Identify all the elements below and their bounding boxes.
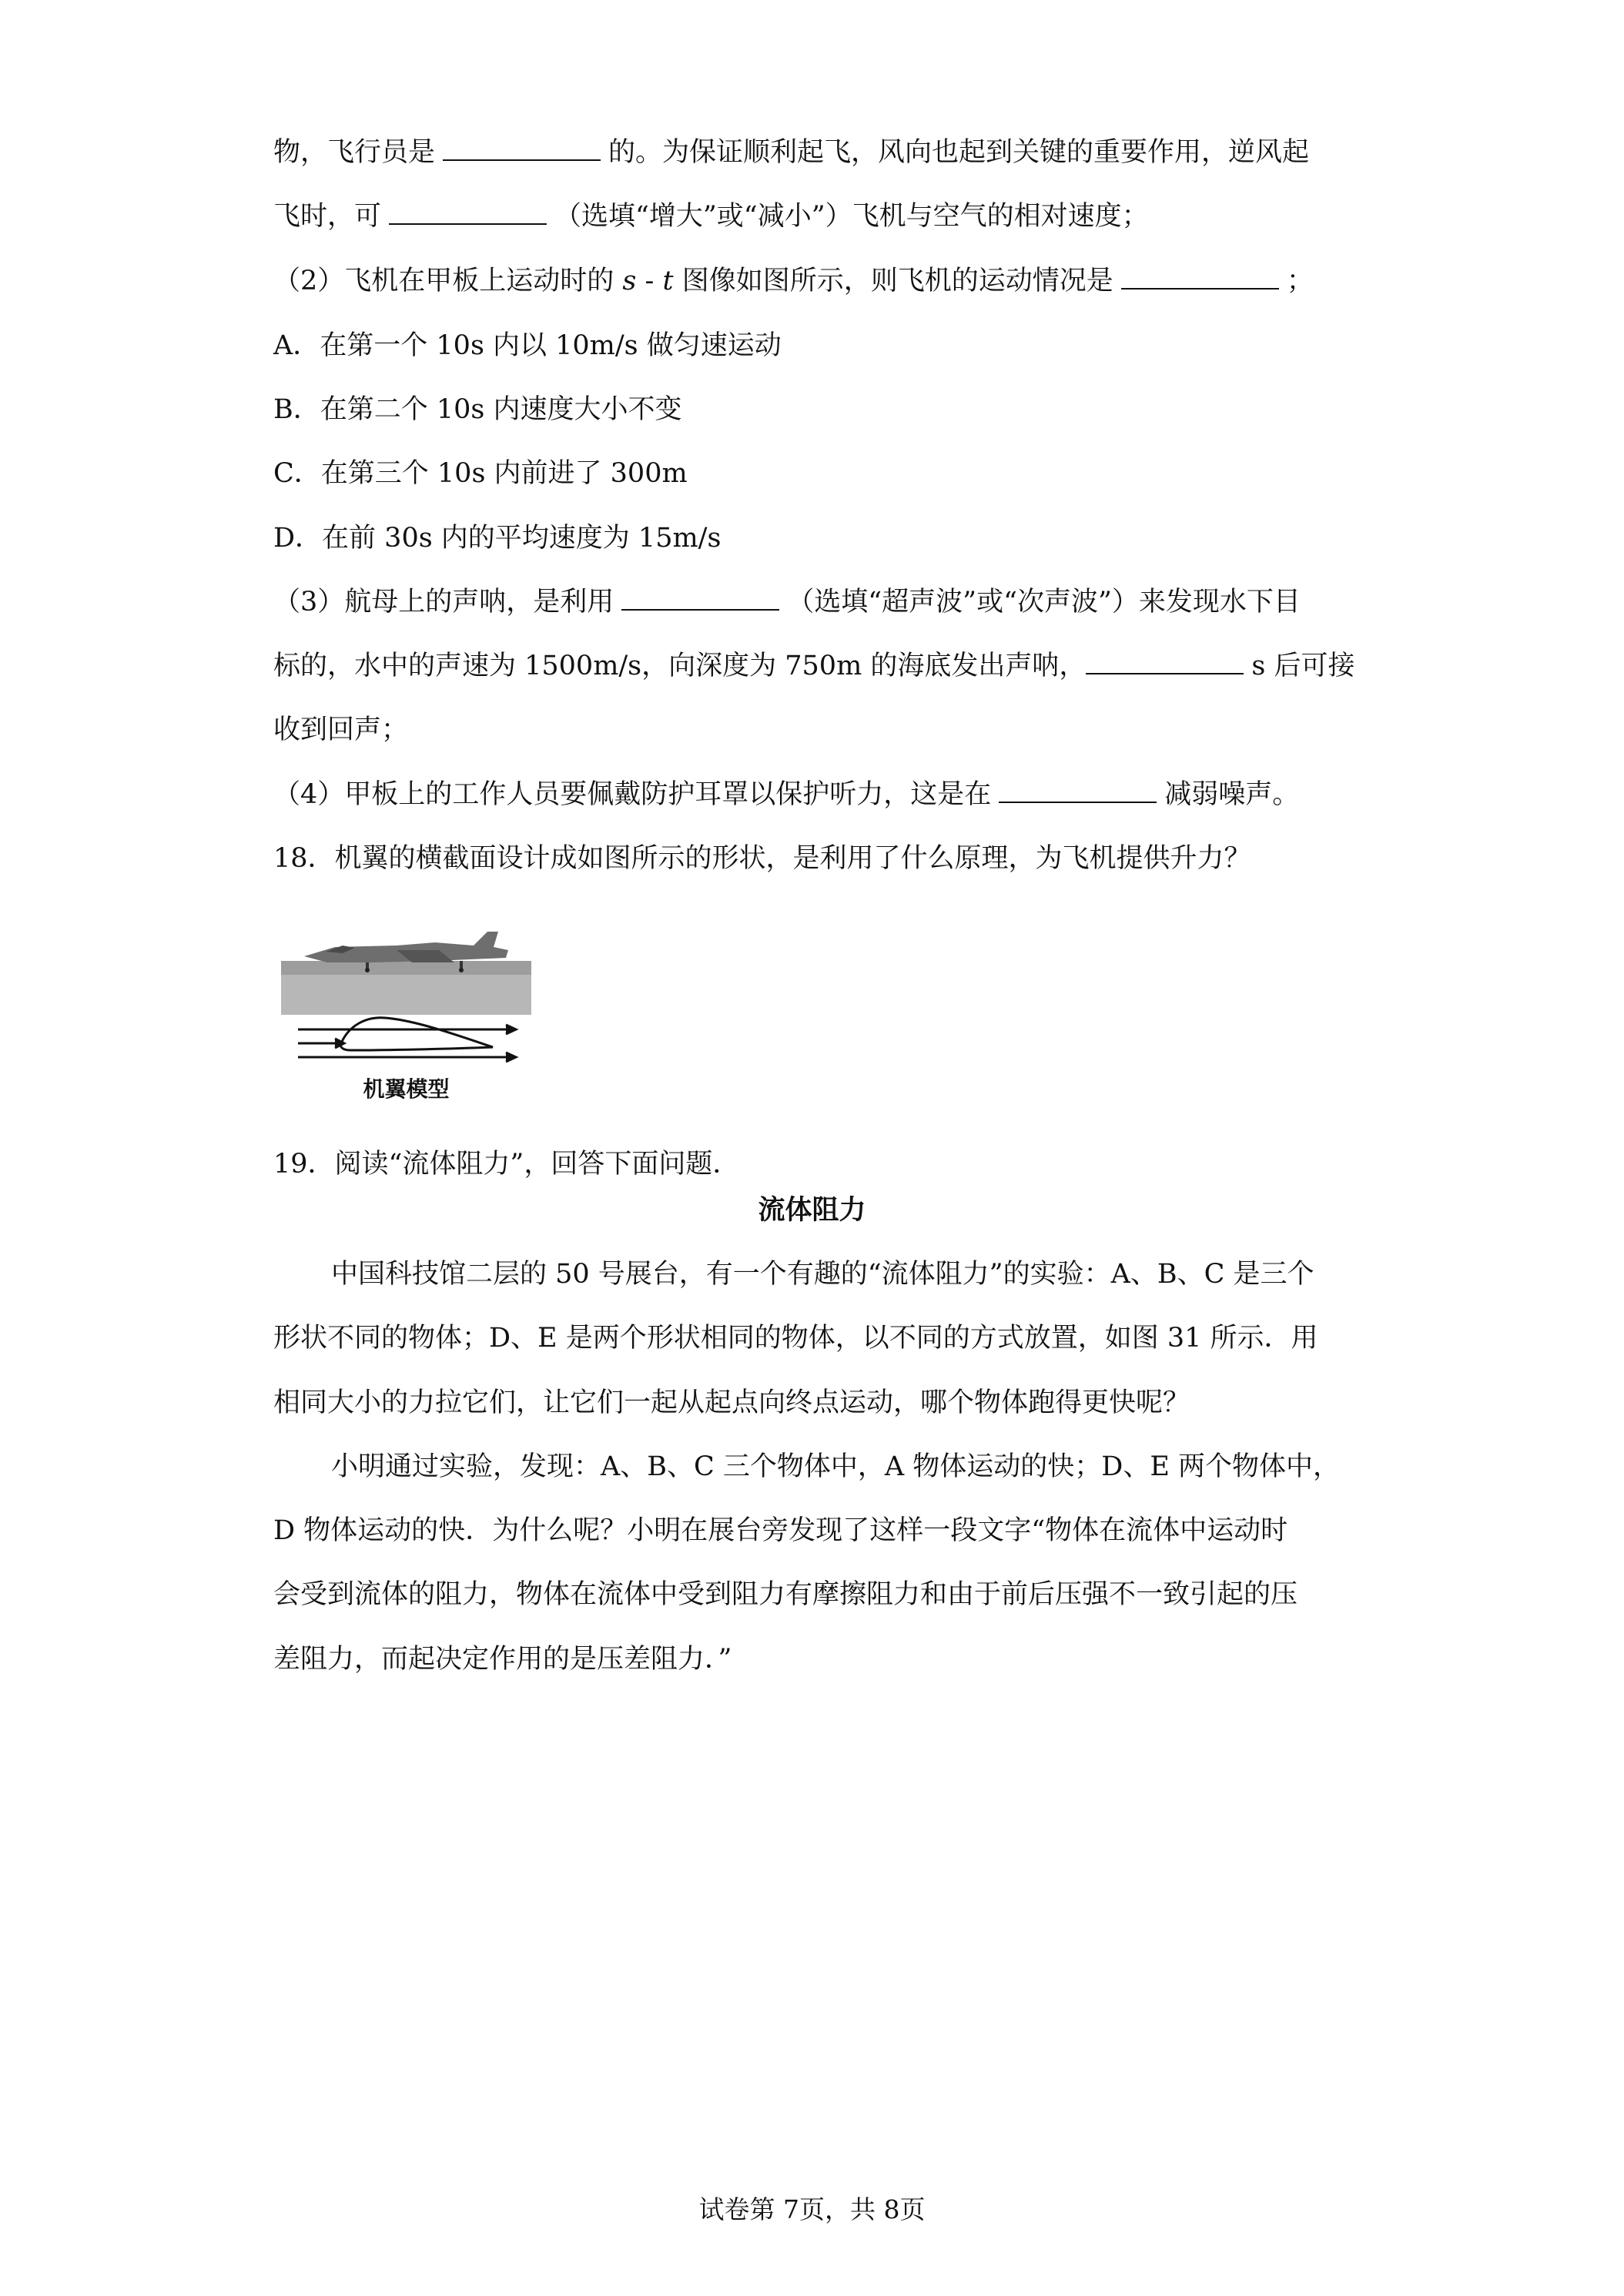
answer-blank[interactable]	[1086, 650, 1244, 674]
paragraph-line: 小明通过实验，发现：A、B、C 三个物体中，A 物体运动的快；D、E 两个物体中，	[331, 1451, 1341, 1482]
answer-blank[interactable]	[389, 200, 547, 225]
text-line: 物，飞行员是 的。为保证顺利起飞，风向也起到关键的重要作用，逆风起	[273, 137, 1310, 168]
answer-blank[interactable]	[999, 778, 1157, 803]
option-b: B．在第二个 10s 内速度大小不变	[273, 394, 682, 425]
question-18: 18．机翼的横截面设计成如图所示的形状，是利用了什么原理，为飞机提供升力？	[273, 843, 1251, 874]
figure-caption: 机翼模型	[363, 1076, 450, 1102]
text-line: （2）飞机在甲板上运动时的 s - t 图像如图所示，则飞机的运动情况是 ；	[273, 266, 1314, 296]
text-line: 标的，水中的声速为 1500m/s，向深度为 750m 的海底发出声呐， s 后可接	[273, 651, 1355, 681]
paragraph-line: D 物体运动的快．为什么呢？小明在展台旁发现了这样一段文字“物体在流体中运动时	[273, 1515, 1288, 1546]
question-19: 19．阅读“流体阻力”，回答下面问题．	[273, 1149, 740, 1180]
passage-title: 流体阻力	[758, 1194, 866, 1226]
answer-blank[interactable]	[443, 136, 601, 161]
text-line: （4）甲板上的工作人员要佩戴防护耳罩以保护听力，这是在 减弱噪声。	[273, 779, 1300, 810]
wing-model-figure	[281, 916, 531, 1105]
text-line: （3）航母上的声呐，是利用 （选填“超声波”或“次声波”）来发现水下目	[273, 587, 1301, 618]
paragraph-line: 中国科技馆二层的 50 号展台，有一个有趣的“流体阻力”的实验：A、B、C 是三个	[331, 1259, 1314, 1290]
paragraph-line: 差阻力，而起决定作用的是压差阻力．”	[273, 1644, 732, 1675]
option-a: A．在第一个 10s 内以 10m/s 做匀速运动	[273, 330, 782, 361]
wing-model-image	[281, 916, 531, 1074]
answer-blank[interactable]	[621, 586, 779, 611]
page-footer: 试卷第 7页，共 8页	[698, 2194, 926, 2224]
paragraph-line: 相同大小的力拉它们，让它们一起从起点向终点运动，哪个物体跑得更快呢？	[273, 1387, 1190, 1418]
paragraph-line: 会受到流体的阻力，物体在流体中受到阻力有摩擦阻力和由于前后压强不一致引起的压	[273, 1579, 1298, 1610]
option-d: D．在前 30s 内的平均速度为 15m/s	[273, 523, 722, 554]
text-line: 收到回声；	[273, 715, 409, 745]
answer-blank[interactable]	[1121, 265, 1279, 290]
option-c: C．在第三个 10s 内前进了 300m	[273, 458, 688, 489]
text-line: 飞时，可 （选填“增大”或“减小”）飞机与空气的相对速度；	[273, 201, 1149, 232]
paragraph-line: 形状不同的物体；D、E 是两个形状相同的物体，以不同的方式放置，如图 31 所示．用	[273, 1323, 1318, 1354]
